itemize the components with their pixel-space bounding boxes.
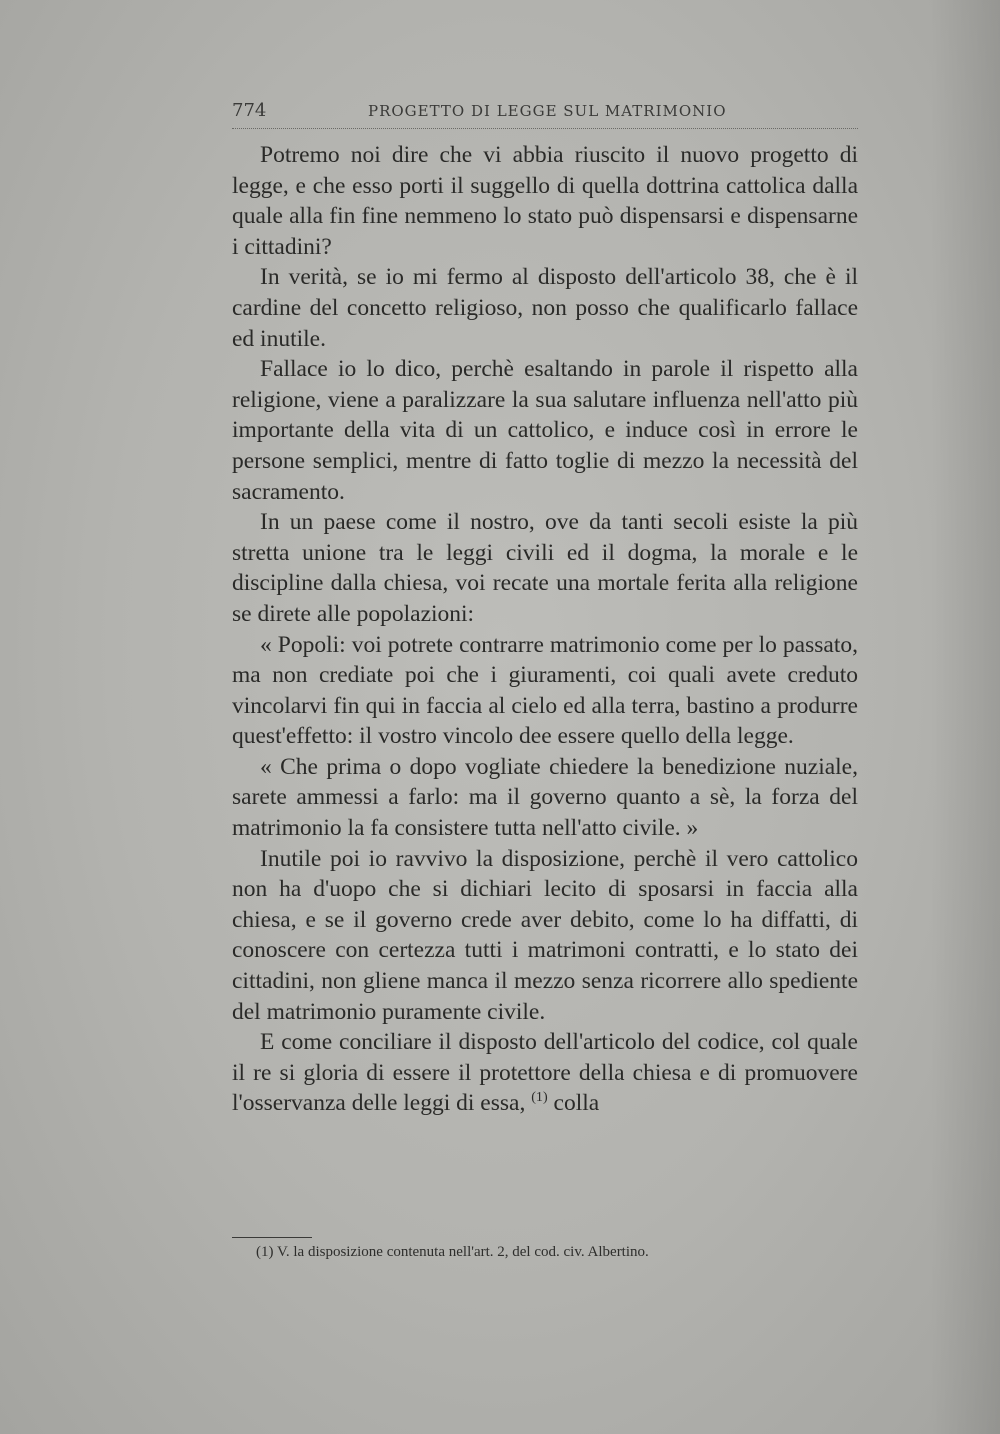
paragraph: Inutile poi io ravvivo la disposizione, perchè il vero cattolico non ha d'uopo che si dichiari lecito di sposarsi in faccia alla chiesa, e se il governo crede aver debito, come lo ha diffatti, di conoscere con certezza tutti i matrimoni contratti, e lo stato dei cittadini, non gliene manca il mezzo senza ricorrere allo spediente del matrimonio puramente civile. [232, 845, 858, 1025]
footnote-text: V. la disposizione contenuta nell'art. 2, del cod. civ. Albertino. [276, 1244, 649, 1260]
paragraph: In verità, se io mi fermo al disposto dell'articolo 38, che è il cardine del concetto religioso, non posso che qualificarlo fallace ed inutile. [232, 264, 858, 352]
paragraph-text-continued: colla [553, 1090, 600, 1117]
body-text [232, 140, 858, 1119]
page-number: 774 [232, 100, 267, 121]
paragraph: In un paese come il nostro, ove da tanti secoli esiste la più stretta unione tra le leggi civili ed il dogma, la morale e le discipline dalla chiesa, voi recate una mortale ferita alla religione se direte alle popolazioni: [232, 509, 858, 627]
footnote-marker: (1) [256, 1244, 274, 1260]
footnote [256, 1244, 856, 1261]
paragraph: « Che prima o dopo vogliate chiedere la benedizione nuziale, sarete ammessi a farlo: ma il governo quanto a sè, la forza del matrimonio la fa consistere tutta nell'atto civile. » [232, 753, 858, 842]
paragraph-last [232, 1027, 858, 1119]
paragraph: « Popoli: voi potrete contrarre matrimonio come per lo passato, ma non crediate poi che i giuramenti, coi quali avete creduto vincolarvi fin qui in faccia al cielo ed alla terra, bastino a produrre quest'effetto: il vostro vincolo dee essere quello della legge. [232, 631, 858, 750]
paragraph-text: E come conciliare il disposto dell'articolo del codice, col quale il re si gloria di essere il protettore della chiesa e di promuovere l'osservanza delle leggi di essa, [232, 1029, 858, 1117]
footnote-reference: (1) [531, 1089, 548, 1106]
page-shadow [930, 0, 1000, 1434]
page-header [232, 98, 858, 129]
running-title: PROGETTO DI LEGGE SUL MATRIMONIO [368, 102, 727, 120]
paragraph: Fallace io lo dico, perchè esaltando in parole il rispetto alla religione, viene a paralizzare la sua salutare influenza nell'atto più importante della vita di un cattolico, e induce così in errore le persone semplici, mentre di fatto toglie di mezzo la necessità del sacramento. [232, 356, 858, 505]
paragraph: Potremo noi dire che vi abbia riuscito il nuovo progetto di legge, e che esso porti il suggello di quella dottrina cattolica dalla quale alla fin fine nemmeno lo stato può dispensarsi e dispensarne i cittadini? [232, 142, 858, 260]
footnote-divider [232, 1237, 312, 1238]
